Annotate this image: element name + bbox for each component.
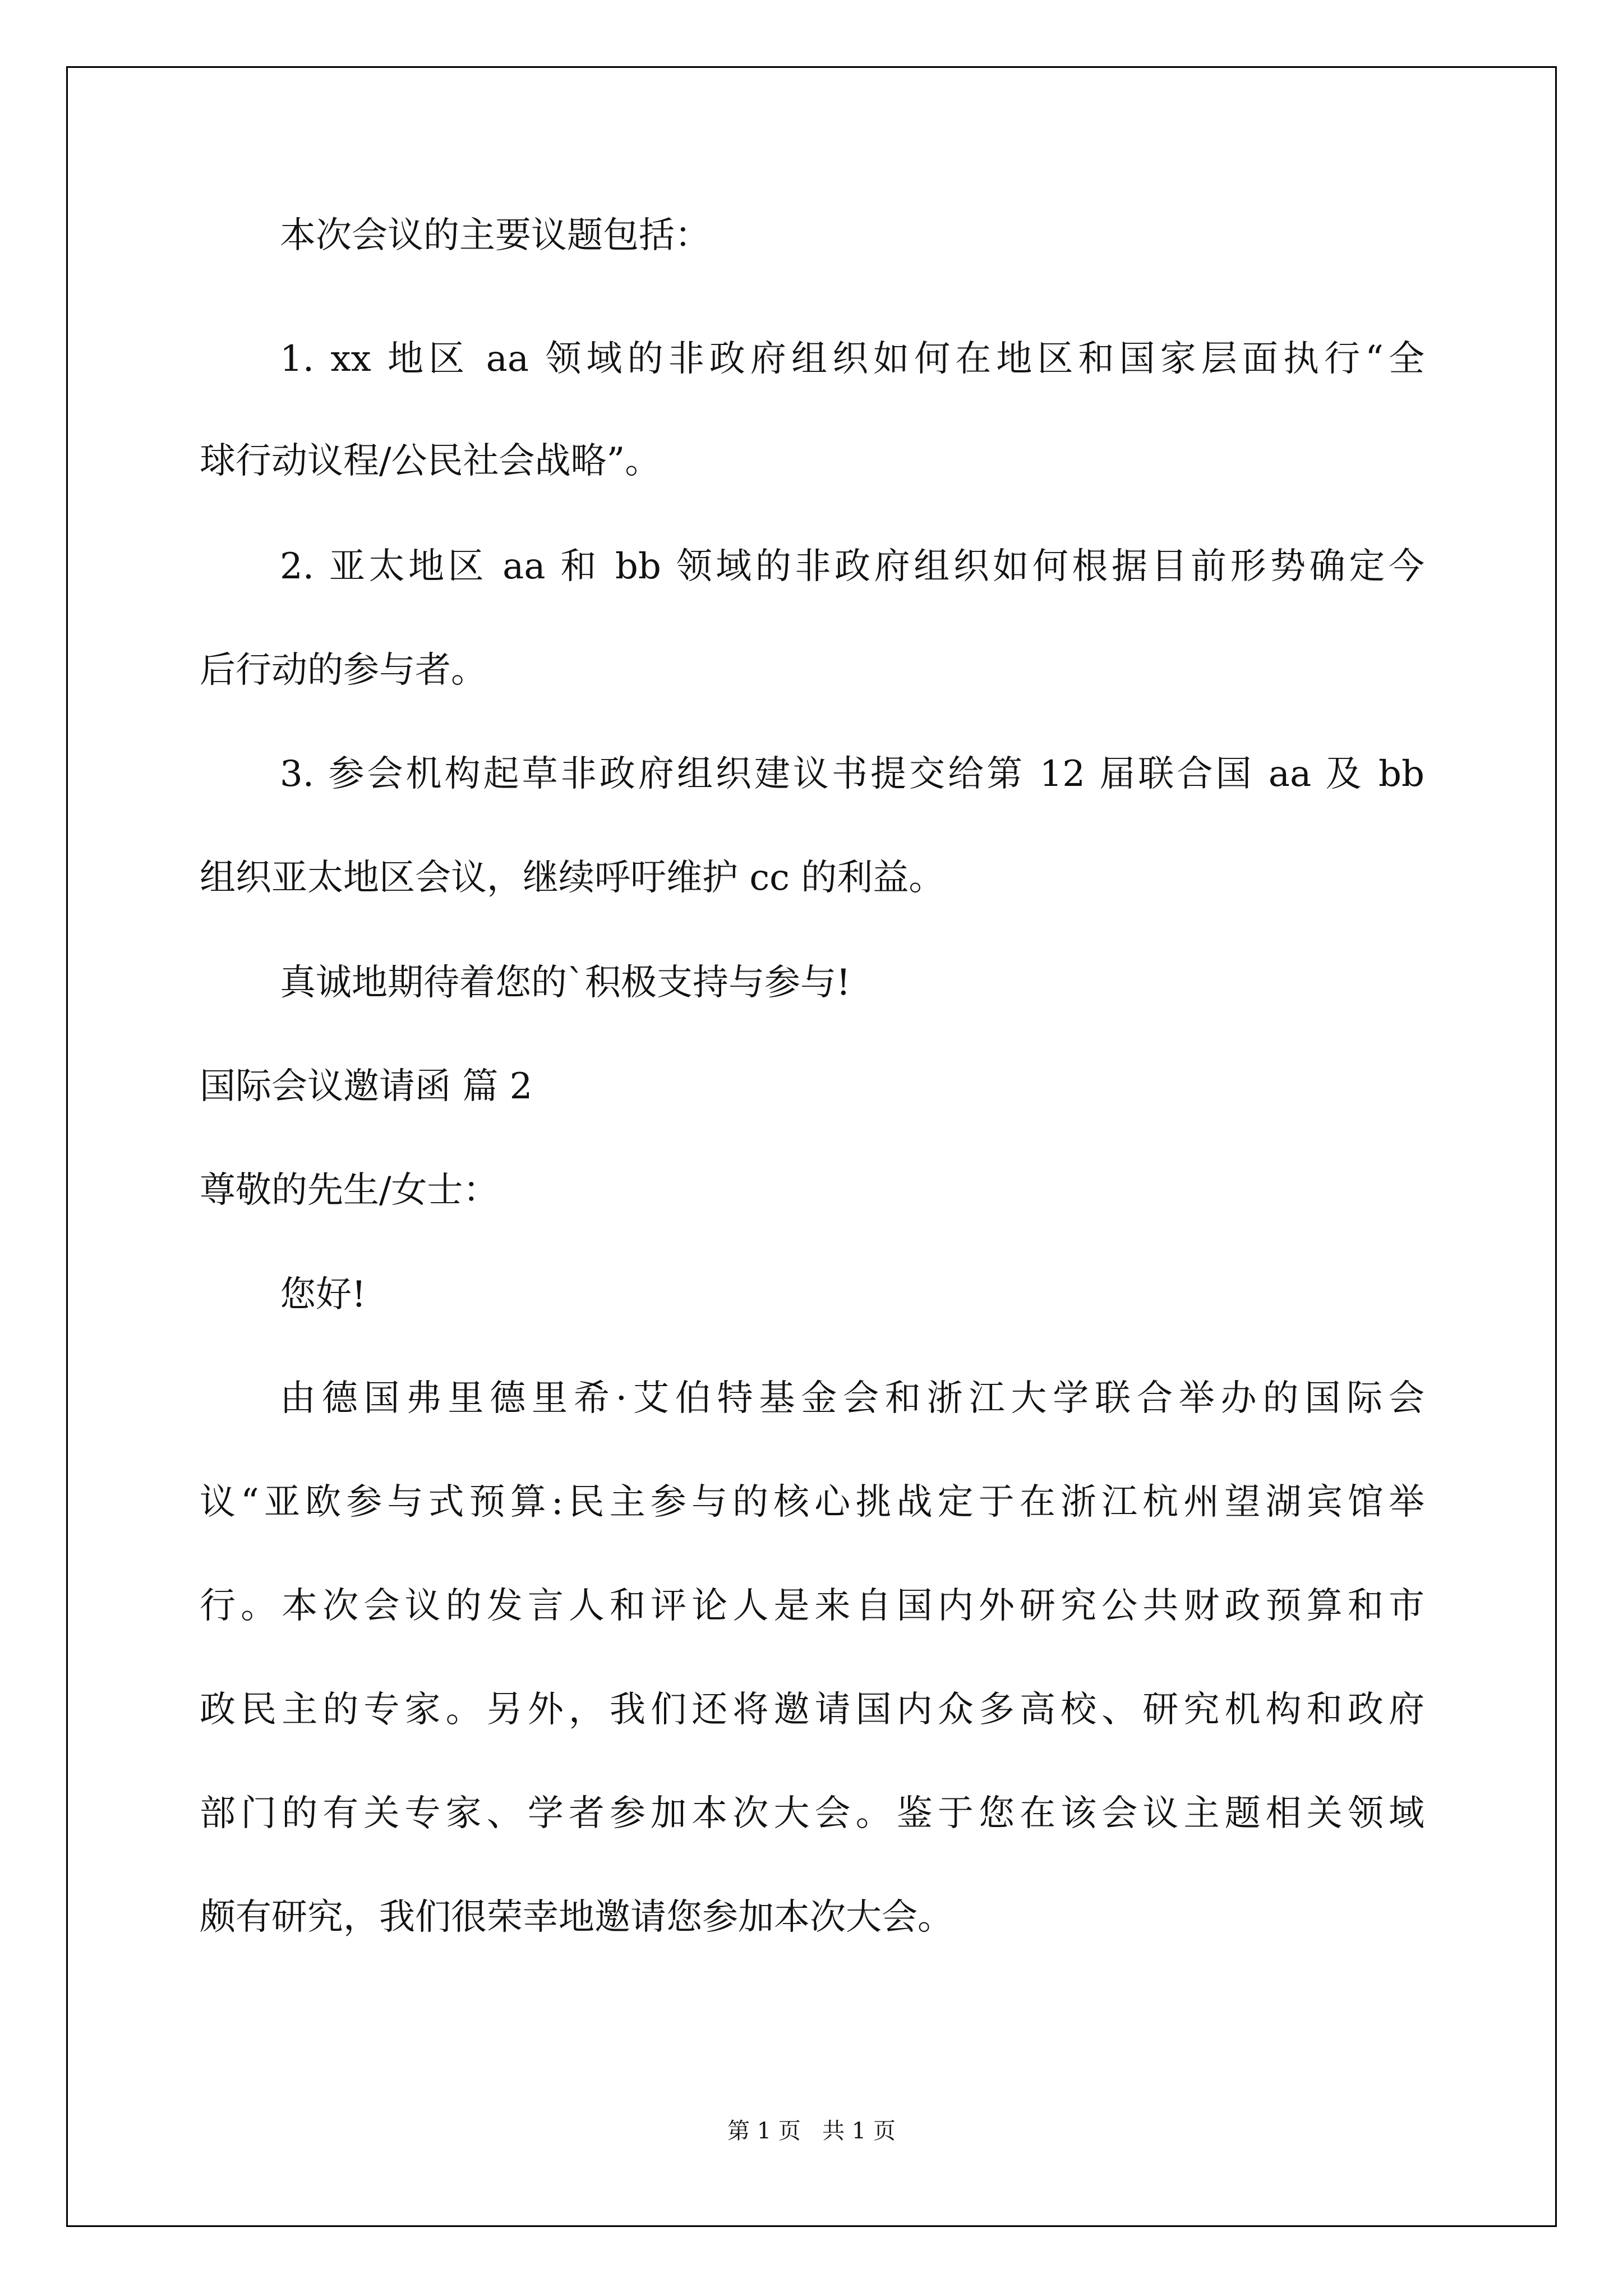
agenda-item-1-line-2: 球行动议程/公民社会战略”。 — [200, 440, 661, 482]
agenda-item-3-line-1: 3. 参会机构起草非政府组织建议书提交给第 12 届联合国 aa 及 bb — [280, 753, 1424, 795]
agenda-item-2-line-2: 后行动的参与者。 — [200, 650, 487, 691]
body-line-5: 部门的有关专家、学者参加本次大会。鉴于您在该会议主题相关领域 — [200, 1793, 1424, 1834]
body-line-1: 由德国弗里德里希·艾伯特基金会和浙江大学联合举办的国际会 — [280, 1378, 1424, 1419]
body-line-3: 行。本次会议的发言人和评论人是来自国内外研究公共财政预算和市 — [200, 1585, 1424, 1627]
page-footer: 第 1 页 共 1 页 — [727, 2118, 896, 2144]
agenda-intro: 本次会议的主要议题包括： — [280, 215, 711, 256]
greeting: 您好! — [280, 1274, 366, 1315]
agenda-item-2-line-1: 2. 亚太地区 aa 和 bb 领域的非政府组织如何根据目前形势确定今 — [280, 546, 1424, 587]
body-line-6: 颇有研究，我们很荣幸地邀请您参加本次大会。 — [200, 1897, 953, 1938]
salutation: 尊敬的先生/女士： — [200, 1170, 499, 1211]
body-line-2: 议“亚欧参与式预算:民主参与的核心挑战定于在浙江杭州望湖宾馆举 — [200, 1481, 1424, 1523]
body-line-4: 政民主的专家。另外，我们还将邀请国内众多高校、研究机构和政府 — [200, 1689, 1424, 1731]
section-heading: 国际会议邀请函 篇 2 — [200, 1066, 533, 1107]
agenda-item-1-line-1: 1. xx 地区 aa 领域的非政府组织如何在地区和国家层面执行“全 — [280, 338, 1424, 380]
agenda-item-3-line-2: 组织亚太地区会议，继续呼吁维护 cc 的利益。 — [200, 857, 945, 899]
closing-line: 真诚地期待着您的`积极支持与参与! — [280, 962, 851, 1004]
